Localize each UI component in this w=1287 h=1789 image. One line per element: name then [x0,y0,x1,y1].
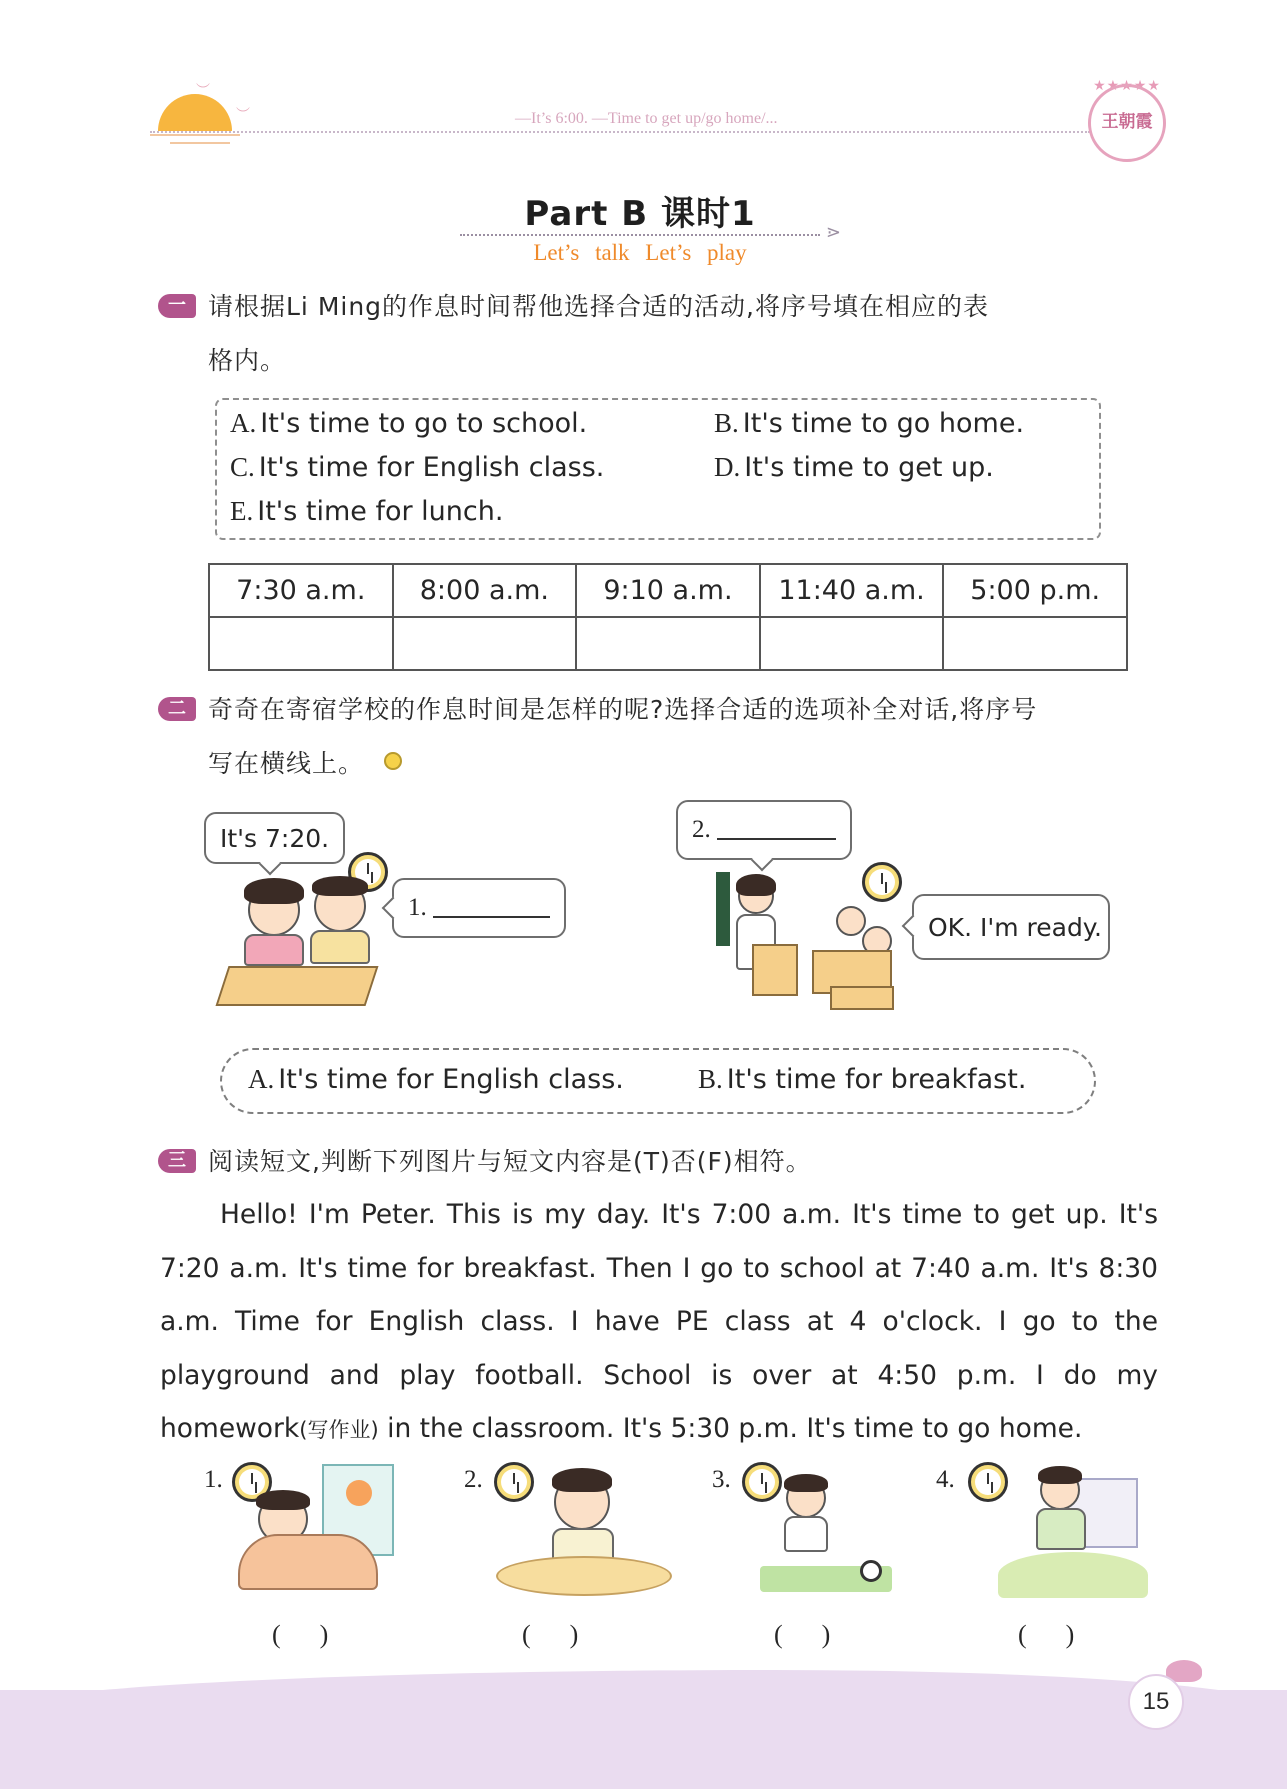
answer-paren-3[interactable]: ( ) [774,1620,831,1649]
page-header [0,0,1287,170]
breakfast-table [496,1556,672,1596]
speech-bubble-answer-1: 1. [392,878,566,938]
page-title: Part B 课时1 [524,194,756,234]
option-c: C. It's time for English class. [230,452,605,483]
picture-number-2: 2. [464,1466,483,1493]
table-row [209,564,1127,617]
option-a: A. It's time to go to school. [230,408,588,439]
schedule-table [208,563,1128,671]
sun-icon [158,94,232,131]
time-cell: 5:00 p.m. [943,564,1127,617]
boy-hair [256,1490,310,1510]
answer-cell[interactable] [209,617,393,670]
option-a: A. It's time for English class. [248,1064,624,1095]
girl-hair [244,878,304,904]
seal-text: 王朝霞 [1101,112,1153,132]
student-desk [830,986,894,1010]
clock-icon [968,1462,1008,1502]
option-d: D. It's time to get up. [714,452,994,483]
boy-shirt [310,930,370,964]
answer-cell[interactable] [760,617,944,670]
title-rule [460,234,820,236]
blackboard [716,872,730,946]
table-row [209,617,1127,670]
breakfast-table [216,966,379,1006]
answer-blank-2[interactable] [717,820,836,840]
answer-cell[interactable] [576,617,760,670]
section2-instruction-line2: 写在横线上。 [208,749,365,778]
teacher-desk [752,944,798,996]
option-e: E. It's time for lunch. [230,496,504,527]
time-cell: 9:10 a.m. [576,564,760,617]
boy-hair [312,876,368,896]
answer-paren-2[interactable]: ( ) [522,1620,579,1649]
answer-blank-1[interactable] [433,898,550,918]
boy-hair [784,1474,828,1492]
fish-icon: ⋗ [826,222,842,243]
star-icons: ★★★★★ [1093,78,1161,94]
girl-shirt [244,934,304,966]
picture-number-4: 4. [936,1466,955,1493]
teacher-hair [736,874,776,896]
running-head: —It’s 6:00. —Time to get up/go home/... [515,110,778,127]
horizon-line [150,134,240,136]
picture-number-1: 1. [204,1466,223,1493]
horizon-line [170,142,230,144]
option-b: B. It's time to go home. [714,408,1025,439]
answer-paren-1[interactable]: ( ) [272,1620,329,1649]
section-marker-1: 一 [158,294,196,318]
sun-icon [346,1480,372,1506]
speech-bubble-time: It's 7:20. [204,812,345,864]
clock-icon [494,1462,534,1502]
section1-instruction-line2: 格内。 [208,346,287,375]
grass-illustration [998,1552,1148,1598]
time-cell: 11:40 a.m. [760,564,944,617]
clock-icon [742,1462,782,1502]
section-marker-2: 二 [158,697,196,721]
reading-passage: Hello! I'm Peter. This is my day. It's 7:00 a.m. It's time to get up. It's 7:20 a.m. It's time for breakfast. Then I go to school at 7:40 a.m. It's 8:30 a.m. Time for English class. I have PE class at 4 o'clock. I go to the playground and play football. School is over at 4:50 p.m. I do my homework(写作业) in the classroom. It's 5:30 p.m. It's time to go home. [160,1199,1158,1444]
page-number: 15 [1128,1674,1184,1730]
time-cell: 7:30 a.m. [209,564,393,617]
bird-icon: ︶ [236,107,250,123]
answer-cell[interactable] [393,617,577,670]
option-b: B. It's time for breakfast. [698,1064,1027,1095]
picture-number-3: 3. [712,1466,731,1493]
speech-bubble-ready: OK. I'm ready. [912,894,1110,960]
football-icon [860,1560,882,1582]
section-marker-3: 三 [158,1149,196,1173]
clock-icon [862,862,902,902]
header-rule [150,131,1090,133]
boy-shirt [784,1516,828,1552]
lightbulb-icon [384,752,402,770]
boy-shirt [1036,1508,1086,1550]
publisher-seal [1088,84,1166,162]
section2-instruction-line1: 奇奇在寄宿学校的作息时间是怎样的呢?选择合适的选项补全对话,将序号 [208,695,1038,724]
page-footer [0,1690,1287,1789]
time-cell: 8:00 a.m. [393,564,577,617]
answer-paren-4[interactable]: ( ) [1018,1620,1075,1649]
boy-hair [552,1468,612,1492]
speech-bubble-answer-2: 2. [676,800,852,860]
boy-hair [1038,1466,1082,1484]
page-subtitle: Let’s talk Let’s play [533,240,747,265]
student-figure [836,906,866,936]
bed-illustration [238,1534,378,1590]
section3-instruction: 阅读短文,判断下列图片与短文内容是(T)否(F)相符。 [208,1147,812,1176]
bird-icon: ︶ [196,83,210,99]
answer-cell[interactable] [943,617,1127,670]
section1-instruction-line1: 请根据Li Ming的作息时间帮他选择合适的活动,将序号填在相应的表 [208,292,989,321]
